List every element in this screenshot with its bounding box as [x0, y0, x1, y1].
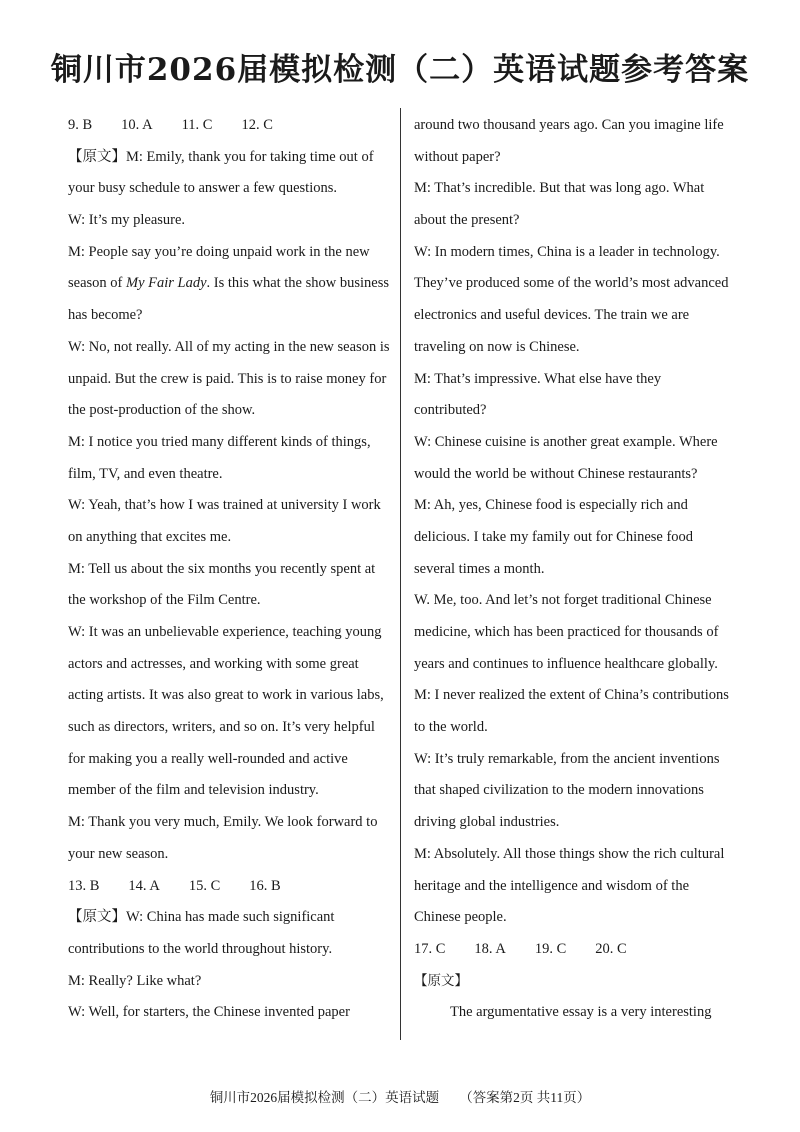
- answer: 20. C: [595, 940, 627, 957]
- answer-row: [68, 871, 390, 903]
- footer-page-number: （答案第2页 共11页）: [459, 1090, 591, 1105]
- answer: 13. B: [68, 877, 100, 894]
- text-line: Chinese people.: [414, 909, 507, 926]
- answer: 17. C: [414, 940, 446, 957]
- text-line: about the present?: [414, 212, 520, 229]
- text-line: W: It’s truly remarkable, from the ancient inventions: [414, 750, 720, 767]
- text-line: around two thousand years ago. Can you imagine life: [414, 117, 724, 133]
- text-line: contributions to the world throughout history.: [68, 940, 333, 957]
- text-line: [68, 268, 390, 300]
- answer: 14. A: [128, 877, 160, 894]
- text-line: has become?: [68, 307, 143, 324]
- text-line: M: Tell us about the six months you recently spent at: [68, 560, 376, 577]
- text-line: would the world be without Chinese restaurants?: [414, 465, 698, 482]
- text-line: unpaid. But the crew is paid. This is to raise money for: [68, 370, 387, 387]
- text-line: heritage and the intelligence and wisdom of the: [414, 877, 690, 894]
- text-line: M: That’s incredible. But that was long ago. What: [414, 180, 705, 197]
- text-line: actors and actresses, and working with some great: [68, 655, 359, 672]
- source-marker: 【原文】: [414, 972, 468, 989]
- text-line: W: It’s my pleasure.: [68, 212, 186, 229]
- answer: 11. C: [181, 117, 213, 133]
- footer-title: 铜川市2026届模拟检测（二）英语试题: [209, 1090, 440, 1105]
- text-line: such as directors, writers, and so on. It’s very helpful: [68, 719, 375, 736]
- text-segment: season of: [68, 275, 126, 292]
- text-line: M: Absolutely. All those things show the rich cultural: [414, 845, 725, 862]
- text-line: member of the film and television industry.: [68, 782, 319, 799]
- text-line: electronics and useful devices. The train we are: [414, 307, 690, 324]
- text-line: your new season.: [68, 845, 169, 862]
- text-line: W: In modern times, China is a leader in technology.: [414, 243, 720, 260]
- text-line: your busy schedule to answer a few questions.: [68, 180, 337, 197]
- answer-row: [414, 934, 736, 966]
- column-divider: [400, 108, 401, 1040]
- text-line: 【原文】M: Emily, thank you for taking time out of: [68, 148, 374, 165]
- text-line: 【原文】W: China has made such significant: [68, 909, 335, 926]
- text-line: film, TV, and even theatre.: [68, 465, 223, 482]
- text-line: M: Thank you very much, Emily. We look forward to: [68, 814, 378, 831]
- text-line: M: I notice you tried many different kinds of things,: [68, 433, 371, 450]
- answer: 16. B: [249, 877, 281, 894]
- text-line: W: No, not really. All of my acting in the new season is: [68, 338, 390, 355]
- text-line: driving global industries.: [414, 814, 560, 831]
- text-line: W: It was an unbelievable experience, teaching young: [68, 624, 382, 640]
- text-line: M: That’s impressive. What else have they: [414, 370, 662, 387]
- text-line: M: Ah, yes, Chinese food is especially rich and: [414, 497, 688, 514]
- left-column: [68, 110, 390, 1029]
- text-line: delicious. I take my family out for Chinese food: [414, 528, 694, 545]
- text-line: W: Well, for starters, the Chinese invented paper: [68, 1004, 350, 1021]
- text-line: contributed?: [414, 402, 487, 419]
- text-line: years and continues to influence healthcare globally.: [414, 655, 718, 672]
- text-line: They’ve produced some of the world’s most advanced: [414, 275, 729, 292]
- answer: 12. C: [241, 117, 273, 133]
- text-line: W. Me, too. And let’s not forget traditional Chinese: [414, 592, 712, 609]
- page-footer: [0, 1086, 800, 1106]
- text-line: M: People say you’re doing unpaid work in the new: [68, 243, 370, 260]
- answer: 15. C: [188, 877, 221, 894]
- answer: 9. B: [68, 117, 93, 133]
- text-line: without paper?: [414, 148, 501, 165]
- answer-row: [68, 110, 390, 142]
- text-line: to the world.: [414, 719, 488, 736]
- text-line: that shaped civilization to the modern innovations: [414, 782, 704, 799]
- text-line: W: Yeah, that’s how I was trained at university I work: [68, 497, 381, 514]
- text-line: the workshop of the Film Centre.: [68, 592, 261, 609]
- show-title: My Fair Lady: [126, 275, 207, 292]
- text-line: acting artists. It was also great to work in various labs,: [68, 687, 384, 704]
- text-line: W: Chinese cuisine is another great example. Where: [414, 433, 718, 450]
- text-segment: . Is this what the show business: [206, 275, 390, 292]
- text-line: traveling on now is Chinese.: [414, 338, 580, 355]
- answer: 10. A: [121, 117, 153, 133]
- answer: 18. A: [474, 940, 506, 957]
- text-line: medicine, which has been practiced for thousands of: [414, 624, 719, 640]
- text-line: The argumentative essay is a very interesting: [450, 1004, 712, 1021]
- answer: 19. C: [534, 940, 567, 957]
- page-title: 铜川市2026届模拟检测（二）英语试题参考答案: [50, 52, 750, 88]
- text-line: on anything that excites me.: [68, 528, 232, 545]
- text-line: several times a month.: [414, 560, 545, 577]
- text-line: M: I never realized the extent of China’s contributions: [414, 687, 729, 704]
- text-line: for making you a really well-rounded and active: [68, 750, 348, 767]
- text-line: the post-production of the show.: [68, 402, 256, 419]
- text-line: M: Really? Like what?: [68, 972, 202, 989]
- right-column: [414, 110, 736, 1029]
